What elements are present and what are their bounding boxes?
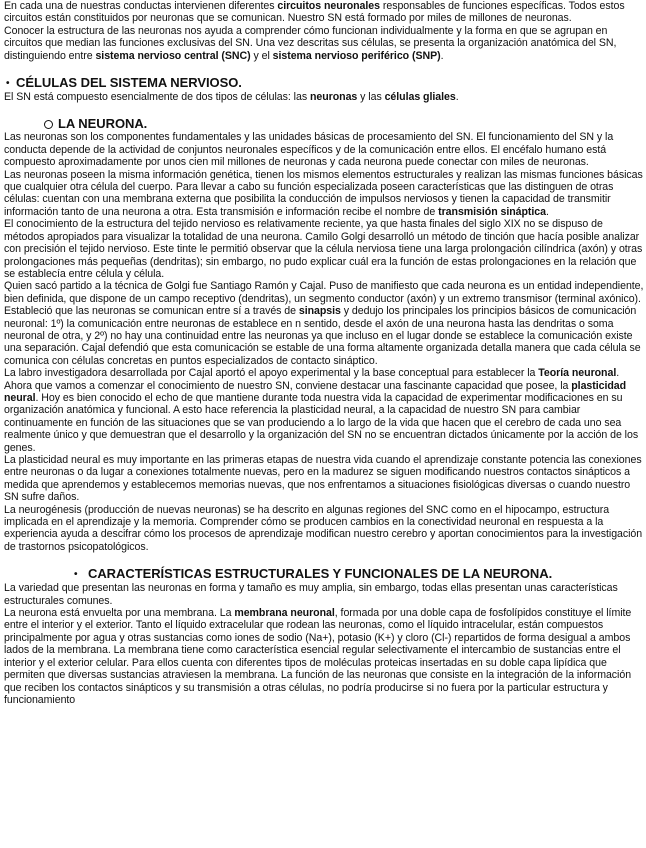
intro-paragraph-1 bbox=[4, 0, 644, 25]
term-plasticidad-neural: plasticidad neural bbox=[4, 379, 627, 404]
term-celulas-gliales: células gliales bbox=[384, 91, 456, 104]
text-run: y el bbox=[250, 49, 273, 62]
text-run: . bbox=[546, 205, 549, 218]
heading-text: CARACTERÍSTICAS ESTRUCTURALES Y FUNCIONALES DE LA NEURONA. bbox=[88, 566, 553, 582]
section-heading-celulas bbox=[4, 76, 644, 91]
term-sinapsis: sinapsis bbox=[298, 305, 341, 318]
neurona-paragraph-3: El conocimiento de la estructura del tejido nervioso es relativamente reciente, ya que hasta finales del siglo XIX no se dispuso de métodos apropiados para visualizar la totalidad de una neurona. Camilo Golgi desarrolló un método de tinción que hacía posible analizar con precisión el tejido nervioso. Este tinte le permitió observar que la célula nerviosa tiene una larga prolongación cilíndrica (axón) y otras prolongaciones más pequeñas (dendritas); sin embargo, no pudo explicar cuál era la función de estas prolongaciones en la relación que se establecía entre célula y célula. bbox=[4, 218, 643, 280]
term-neuronas: neuronas bbox=[309, 91, 358, 104]
intro-paragraph-2 bbox=[4, 25, 644, 62]
term-membrana-neuronal: membrana neuronal bbox=[234, 607, 335, 620]
text-run: En cada una de nuestras conductas intervienen diferentes bbox=[4, 0, 278, 12]
text-run: Conocer la estructura de las neuronas nos ayuda a comprender cómo funcionan individualmente y la forma en que se agrupan en circuitos que median las funciones exclusivas del SN. Una vez descritas sus células, se presenta la organización anatómica del SN, distinguiendo entre bbox=[4, 24, 617, 62]
subsection-heading-la-neurona bbox=[44, 117, 644, 131]
text-run: Quien sacó partido a la técnica de Golgi fue Santiago Ramón y Cajal. Puso de manifiesto que cada neurona es un entidad independiente, bien definida, que dispone de un campo receptivo (dendritas), un segmento conductor (axón) y un extremo transmisor (terminal axónico). Estableció que las neuronas se comunican entre sí a través de bbox=[4, 280, 644, 318]
text-run: Ahora que vamos a comenzar el conocimiento de nuestro SN, conviene destacar una fascinante capacidad que posee, la bbox=[4, 379, 572, 392]
term-teoria-neuronal: Teoría neuronal bbox=[538, 367, 617, 380]
circle-bullet-icon bbox=[44, 120, 53, 129]
neurona-paragraph-6 bbox=[4, 380, 644, 454]
text-run: El SN está compuesto esencialmente de dos tipos de células: las bbox=[4, 91, 310, 104]
bullet-icon: • bbox=[6, 78, 10, 90]
term-snp: sistema nervioso periférico (SNP) bbox=[272, 49, 441, 62]
text-run: . bbox=[616, 367, 620, 380]
neurona-paragraph-8: La neurogénesis (producción de nuevas neuronas) se ha descrito en algunas regiones del SNC como en el hipocampo, estructura implicada en el aprendizaje y la memoria. Comprender cómo se producen cambios en la conectividad neuronal en respuesta a la experiencia ayuda a descifrar cómo los procesos de aprendizaje modifican nuestro cerebro y aportan conocimientos para la investigación de trastornos psicopatológicos. bbox=[4, 503, 643, 553]
neurona-paragraph-1: Las neuronas son los componentes fundamentales y las unidades básicas de procesamiento del SN. El funcionamiento del SN y la conducta depende de la actividad de conjuntos neuronales específicos y de la comunicación entre ellos. El encéfalo humano está compuesto aproximadamente por unos cien mil millones de neuronas y cada neurona puede conectar con miles de neuronas. bbox=[4, 131, 614, 169]
heading-text: CÉLULAS DEL SISTEMA NERVIOSO. bbox=[16, 75, 242, 91]
text-run: responsables de funciones específicas. Todos estos circuitos están constituidos por neuronas que se comunican. Nuestro SN está formado por miles de millones de neuronas. bbox=[4, 0, 625, 25]
text-run: y dedujo los principales los principios básicos de comunicación neuronal: 1º) la comunicación entre neuronas de establece en n sentido, desde el axón de una neurona hasta las dendritas o soma neuronal de otra, y 2º) no hay una continuidad entre las neuronas ya que incluso en el lugar donde se establece la comunicación existe una separación. Cajal defendió que esta comunicación se estable de una forma altamente organizada detalla manera que cada célula se comunica con células concretas en puntos especializados de contacto sináptico. bbox=[4, 305, 641, 367]
section1-paragraph-1 bbox=[4, 91, 644, 103]
caracteristicas-paragraph-2 bbox=[4, 607, 644, 706]
neurona-paragraph-2 bbox=[4, 169, 644, 219]
caracteristicas-paragraph-1: La variedad que presentan las neuronas en forma y tamaño es muy amplia, sin embargo, todas ellas presentan unas características estructurales comunes. bbox=[4, 582, 618, 607]
neurona-paragraph-5 bbox=[4, 367, 644, 379]
heading-text: LA NEURONA. bbox=[58, 116, 148, 132]
term-transmision-sinaptica: transmisión sináptica bbox=[438, 205, 546, 218]
text-run: La neurona está envuelta por una membrana. La bbox=[4, 607, 235, 620]
term-circuitos-neuronales: circuitos neuronales bbox=[277, 0, 380, 12]
text-run: , formada por una doble capa de fosfolípidos constituye el límite entre el interior y el exterior. Tanto el líquido extracelular que rodean las neuronas, como el líquido intracelular, están compuestos principalmente por agua y otras sustancias como iones de sodio (Na+), potasio (K+) y cloro (Cl-) repartidos de forma desigual a ambos lados de la membrana. La membrana tiene como característica esencial regular selectivamente el intercambio de sustancias entre el interior y el exterior celular. Para ellos cuenta con diferentes tipos de moléculas proteicas insertadas en su doble capa lipídica que permiten que diversas sustancias atraviesen la membrana. La función de las neuronas que consiste en la integración de la información que reciben los contactos sinápticos y su transmisión a otras células, no podría producirse si no fuera por la particular estructura y funcionamiento bbox=[4, 607, 632, 706]
text-run: La labro investigadora desarrollada por Cajal aportó el apoyo experimental y la base conceptual para establecer la bbox=[4, 367, 539, 380]
text-run: y las bbox=[357, 91, 385, 104]
term-snc: sistema nervioso central (SNC) bbox=[95, 49, 251, 62]
neurona-paragraph-4 bbox=[4, 280, 644, 367]
text-run: Las neuronas poseen la misma información genética, tienen los mismos elementos estructurales y realizan las mismas funciones básicas que cualquier otra célula del cuerpo. Para llevar a cabo su función especializada poseen características que las distinguen de otras células: cuentan con una membrana externa que posibilita la conducción de impulsos nerviosos y tienen la capacidad de transmitir información tanto de una neurona a otra. Esta transmisión e información recibe el nombre de bbox=[4, 168, 643, 218]
section-heading-caracteristicas bbox=[74, 567, 644, 582]
bullet-icon: • bbox=[74, 569, 78, 581]
text-run: . bbox=[440, 49, 444, 62]
text-run: . bbox=[455, 91, 459, 104]
neurona-paragraph-7: La plasticidad neural es muy importante en las primeras etapas de nuestra vida cuando el aprendizaje constante potencia las conexiones entre neuronas o da lugar a conexiones totalmente nuevas, pero en la madurez se siguen modificando nuestros contactos sinápticos a medida que aprendemos y establecemos memorias nuevas, que nos enfrentamos a situaciones fisiológicas diversas o cuando nuestro SN sufre daños. bbox=[4, 454, 642, 504]
text-run: . Hoy es bien conocido el echo de que mantiene durante toda nuestra vida la capacidad de experimentar modificaciones en su organización anatómica y funcional. A esto hace referencia la plasticidad neural, a la capacidad de nuestro SN para cambiar continuamente en función de las situaciones que se van produciendo a lo largo de la vida que hacen que el cerebro de cada uno sea realmente único y que demuestran que el desarrollo y la organización del SN no se encuentran dictados únicamente por la acción de los genes. bbox=[4, 391, 639, 454]
